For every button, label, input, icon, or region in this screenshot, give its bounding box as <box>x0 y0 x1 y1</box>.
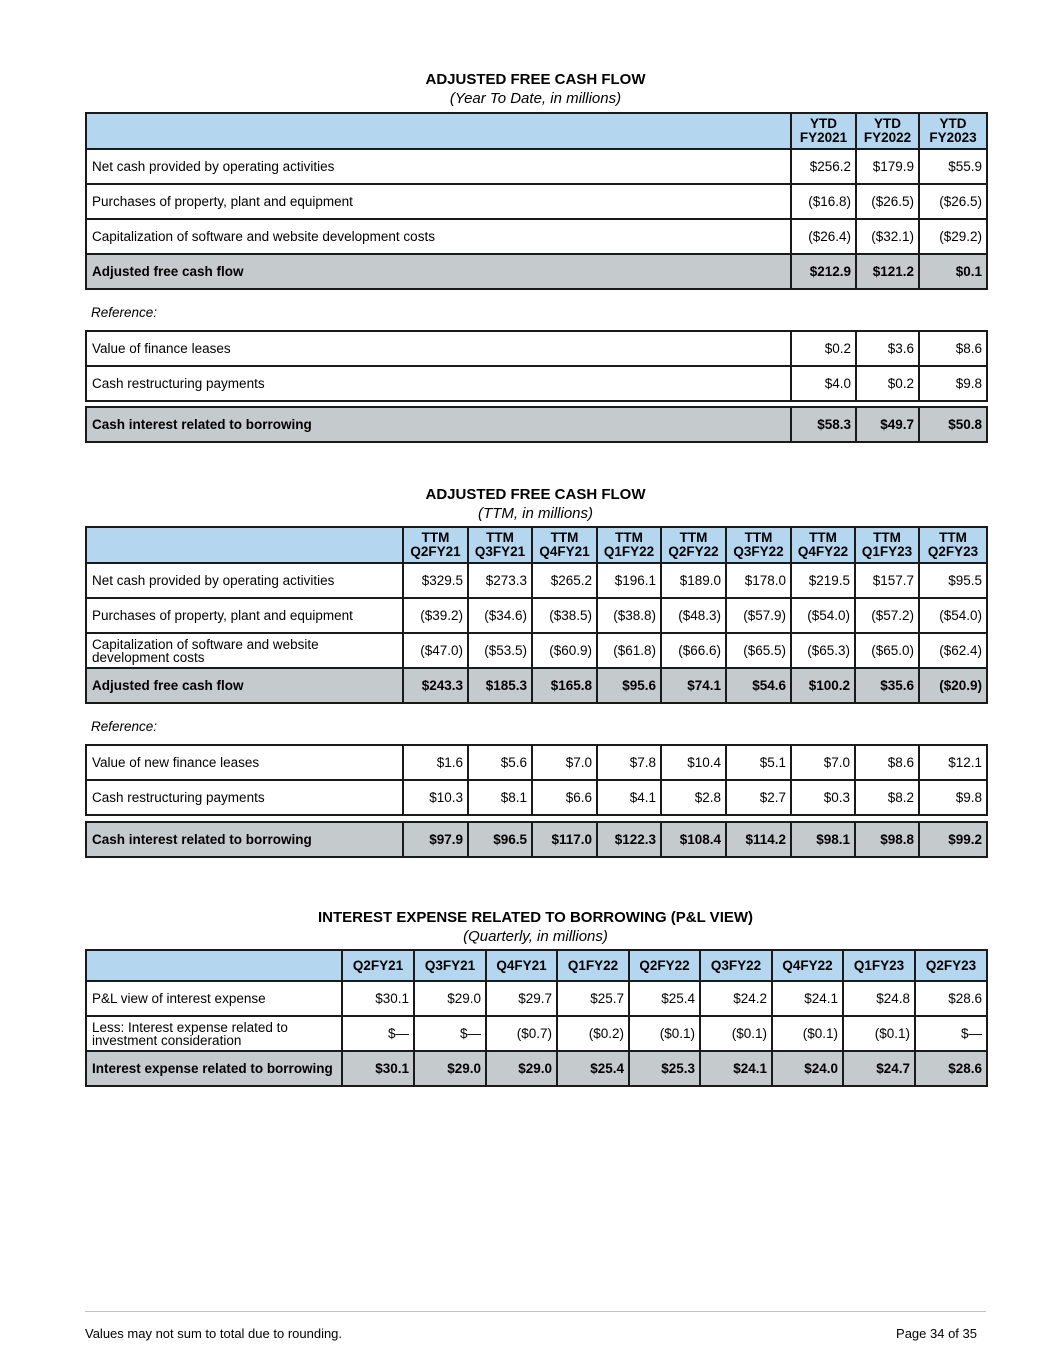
value-cell: ($65.3) <box>791 633 855 668</box>
header-row <box>86 950 987 981</box>
ytd-header <box>86 113 987 149</box>
column-header-text: Q3FY21 <box>474 544 526 559</box>
interest-body <box>86 981 987 1086</box>
row-label: Purchases of property, plant and equipment <box>86 184 791 219</box>
value-cell: $329.5 <box>403 563 468 598</box>
value-cell: $25.4 <box>629 981 700 1016</box>
column-header <box>661 527 726 563</box>
value-cell: $4.0 <box>791 366 856 401</box>
value-cell: $5.6 <box>468 745 532 780</box>
value-cell: $121.2 <box>856 254 919 289</box>
value-cell: ($48.3) <box>661 598 726 633</box>
value-cell: ($32.1) <box>856 219 919 254</box>
value-cell: $7.8 <box>597 745 661 780</box>
column-header-text: FY2023 <box>929 130 977 145</box>
page-number: Page 34 of 35 <box>896 1326 977 1341</box>
column-header-text: Q1FY22 <box>567 957 619 973</box>
column-header-text: Q3FY21 <box>424 957 476 973</box>
ttm-reference-total-table <box>85 821 988 858</box>
column-header <box>629 950 700 981</box>
value-cell: $8.1 <box>468 780 532 815</box>
value-cell: $9.8 <box>919 366 987 401</box>
document-page <box>85 0 986 1365</box>
column-header-text: FY2021 <box>799 130 848 145</box>
column-header <box>855 527 919 563</box>
value-cell: $58.3 <box>791 407 856 442</box>
column-header <box>403 527 468 563</box>
value-cell: ($16.8) <box>791 184 856 219</box>
total-row <box>86 822 987 857</box>
column-header <box>468 527 532 563</box>
ytd-table <box>85 112 988 290</box>
value-cell: $— <box>342 1016 414 1051</box>
column-header <box>414 950 486 981</box>
header-blank-cell <box>86 113 791 149</box>
value-cell: ($53.5) <box>468 633 532 668</box>
value-cell: ($34.6) <box>468 598 532 633</box>
footer-note: Values may not sum to total due to rounding. <box>85 1326 343 1341</box>
value-cell: ($20.9) <box>919 668 987 703</box>
value-cell: $24.2 <box>700 981 772 1016</box>
column-header <box>772 950 843 981</box>
value-cell: ($54.0) <box>791 598 855 633</box>
column-header <box>919 113 987 149</box>
value-cell: $0.3 <box>791 780 855 815</box>
value-cell: $122.3 <box>597 822 661 857</box>
value-cell: $8.6 <box>919 331 987 366</box>
total-row <box>86 254 987 289</box>
value-cell: $8.2 <box>855 780 919 815</box>
column-header-text: TTM <box>615 530 643 545</box>
value-cell: $114.2 <box>726 822 791 857</box>
value-cell: ($65.5) <box>726 633 791 668</box>
column-header-text: Q4FY21 <box>539 544 590 559</box>
header-blank-cell <box>86 950 342 981</box>
column-header-text: YTD <box>939 116 967 131</box>
row-label: Less: Interest expense related to investment consideration <box>86 1016 342 1051</box>
table-row <box>86 331 987 366</box>
value-cell: $212.9 <box>791 254 856 289</box>
total-row <box>86 407 987 442</box>
value-cell: ($66.6) <box>661 633 726 668</box>
value-cell: $0.1 <box>919 254 987 289</box>
column-header-text: Q2FY23 <box>925 957 977 973</box>
interest-title: INTEREST EXPENSE RELATED TO BORROWING (P&L VIEW) <box>317 909 754 926</box>
row-label: Adjusted free cash flow <box>86 254 791 289</box>
header-row <box>86 527 987 563</box>
value-cell: $99.2 <box>919 822 987 857</box>
table-row <box>86 780 987 815</box>
ttm-table <box>85 526 988 704</box>
value-cell: ($57.2) <box>855 598 919 633</box>
value-cell: $185.3 <box>468 668 532 703</box>
row-label: Purchases of property, plant and equipment <box>86 598 403 633</box>
interest-section <box>85 908 986 1087</box>
column-header <box>342 950 414 981</box>
value-cell: ($38.8) <box>597 598 661 633</box>
ttm-reference-table <box>85 744 988 816</box>
value-cell: $9.8 <box>919 780 987 815</box>
value-cell: $28.6 <box>915 1051 987 1086</box>
interest-header <box>86 950 987 981</box>
value-cell: ($47.0) <box>403 633 468 668</box>
row-label: Capitalization of software and website development costs <box>86 633 403 668</box>
column-header-text: TTM <box>809 530 837 545</box>
interest-subtitle: (Quarterly, in millions) <box>463 928 608 945</box>
value-cell: $10.4 <box>661 745 726 780</box>
value-cell: ($39.2) <box>403 598 468 633</box>
value-cell: $243.3 <box>403 668 468 703</box>
value-cell: $95.6 <box>597 668 661 703</box>
value-cell: $98.8 <box>855 822 919 857</box>
footer-divider <box>85 1311 986 1312</box>
column-header-text: Q2FY21 <box>352 957 404 973</box>
value-cell: $12.1 <box>919 745 987 780</box>
column-header <box>843 950 915 981</box>
value-cell: $265.2 <box>532 563 597 598</box>
column-header-text: FY2022 <box>863 130 912 145</box>
value-cell: $165.8 <box>532 668 597 703</box>
value-cell: ($60.9) <box>532 633 597 668</box>
value-cell: ($29.2) <box>919 219 987 254</box>
row-label: Interest expense related to borrowing <box>86 1051 342 1086</box>
ttm-subtitle: (TTM, in millions) <box>478 505 593 522</box>
table-row <box>86 745 987 780</box>
value-cell: $8.6 <box>855 745 919 780</box>
value-cell: $29.0 <box>414 1051 486 1086</box>
table-row <box>86 598 987 633</box>
row-label: Adjusted free cash flow <box>86 668 403 703</box>
value-cell: $24.7 <box>843 1051 915 1086</box>
ytd-reference-table <box>85 330 988 402</box>
value-cell: $28.6 <box>915 981 987 1016</box>
row-label: Net cash provided by operating activities <box>86 149 791 184</box>
value-cell: $256.2 <box>791 149 856 184</box>
table-row <box>86 219 987 254</box>
ytd-section <box>85 70 986 443</box>
row-label: Value of new finance leases <box>86 745 403 780</box>
value-cell: $24.0 <box>772 1051 843 1086</box>
value-cell: ($62.4) <box>919 633 987 668</box>
ytd-body <box>86 149 987 289</box>
value-cell: ($0.1) <box>843 1016 915 1051</box>
ytd-title: ADJUSTED FREE CASH FLOW <box>425 71 646 88</box>
row-label: Cash restructuring payments <box>86 366 791 401</box>
value-cell: ($0.1) <box>700 1016 772 1051</box>
column-header-text: Q1FY23 <box>853 957 905 973</box>
table-row <box>86 149 987 184</box>
value-cell: $10.3 <box>403 780 468 815</box>
value-cell: $100.2 <box>791 668 855 703</box>
column-header-text: Q4FY22 <box>797 544 849 559</box>
ytd-reference-total-body <box>86 407 987 442</box>
column-header <box>557 950 629 981</box>
value-cell: $29.7 <box>486 981 557 1016</box>
value-cell: ($65.0) <box>855 633 919 668</box>
table-row <box>86 366 987 401</box>
value-cell: $25.4 <box>557 1051 629 1086</box>
value-cell: $97.9 <box>403 822 468 857</box>
value-cell: $219.5 <box>791 563 855 598</box>
column-header <box>700 950 772 981</box>
ttm-reference-body <box>86 745 987 815</box>
value-cell: ($0.7) <box>486 1016 557 1051</box>
column-header-text: YTD <box>810 116 837 131</box>
value-cell: ($61.8) <box>597 633 661 668</box>
value-cell: ($0.1) <box>629 1016 700 1051</box>
header-row <box>86 113 987 149</box>
value-cell: $30.1 <box>342 981 414 1016</box>
value-cell: $96.5 <box>468 822 532 857</box>
value-cell: $— <box>414 1016 486 1051</box>
column-header-text: Q2FY22 <box>668 544 719 559</box>
column-header-text: Q2FY22 <box>639 957 690 973</box>
ytd-subtitle: (Year To Date, in millions) <box>449 90 622 107</box>
value-cell: ($0.1) <box>772 1016 843 1051</box>
value-cell: $117.0 <box>532 822 597 857</box>
ytd-reference-body <box>86 331 987 401</box>
column-header <box>597 527 661 563</box>
column-header <box>532 527 597 563</box>
value-cell: $54.6 <box>726 668 791 703</box>
column-header-text: TTM <box>679 530 708 545</box>
column-header <box>915 950 987 981</box>
table-row <box>86 981 987 1016</box>
value-cell: ($26.4) <box>791 219 856 254</box>
value-cell: $4.1 <box>597 780 661 815</box>
value-cell: ($38.5) <box>532 598 597 633</box>
interest-table <box>85 949 988 1087</box>
column-header-text: Q2FY23 <box>927 544 979 559</box>
column-header-text: Q3FY22 <box>733 544 784 559</box>
value-cell: $— <box>915 1016 987 1051</box>
row-label: Net cash provided by operating activities <box>86 563 403 598</box>
value-cell: $50.8 <box>919 407 987 442</box>
column-header-text: TTM <box>873 530 901 545</box>
header-blank-cell <box>86 527 403 563</box>
value-cell: $2.8 <box>661 780 726 815</box>
value-cell: ($54.0) <box>919 598 987 633</box>
value-cell: $25.7 <box>557 981 629 1016</box>
ttm-title: ADJUSTED FREE CASH FLOW <box>425 486 646 503</box>
value-cell: $7.0 <box>791 745 855 780</box>
table-row <box>86 1016 987 1051</box>
row-label: P&L view of interest expense <box>86 981 342 1016</box>
value-cell: $29.0 <box>414 981 486 1016</box>
row-label: Cash interest related to borrowing <box>86 407 791 442</box>
column-header <box>791 527 855 563</box>
value-cell: ($26.5) <box>856 184 919 219</box>
value-cell: $25.3 <box>629 1051 700 1086</box>
column-header-text: TTM <box>744 530 773 545</box>
value-cell: $0.2 <box>856 366 919 401</box>
column-header-text: TTM <box>421 530 450 545</box>
column-header-text: TTM <box>486 530 514 545</box>
ytd-reference-label: Reference: <box>91 305 158 320</box>
column-header-text: Q1FY22 <box>603 544 655 559</box>
value-cell: $98.1 <box>791 822 855 857</box>
value-cell: $273.3 <box>468 563 532 598</box>
value-cell: $35.6 <box>855 668 919 703</box>
value-cell: $0.2 <box>791 331 856 366</box>
ttm-header <box>86 527 987 563</box>
value-cell: $24.8 <box>843 981 915 1016</box>
value-cell: $2.7 <box>726 780 791 815</box>
total-row <box>86 668 987 703</box>
value-cell: $30.1 <box>342 1051 414 1086</box>
column-header <box>726 527 791 563</box>
column-header-text: Q2FY21 <box>410 544 461 559</box>
total-row <box>86 1051 987 1086</box>
value-cell: $24.1 <box>772 981 843 1016</box>
value-cell: ($57.9) <box>726 598 791 633</box>
column-header-text: TTM <box>939 530 967 545</box>
value-cell: $196.1 <box>597 563 661 598</box>
column-header <box>486 950 557 981</box>
table-row <box>86 184 987 219</box>
column-header-text: Q4FY22 <box>782 957 833 973</box>
value-cell: $29.0 <box>486 1051 557 1086</box>
value-cell: $49.7 <box>856 407 919 442</box>
ttm-body <box>86 563 987 703</box>
value-cell: $5.1 <box>726 745 791 780</box>
value-cell: $7.0 <box>532 745 597 780</box>
column-header-text: YTD <box>874 116 901 131</box>
column-header-text: TTM <box>550 530 579 545</box>
column-header <box>856 113 919 149</box>
column-header-text: Q4FY21 <box>496 957 547 973</box>
value-cell: $1.6 <box>403 745 468 780</box>
column-header <box>791 113 856 149</box>
ttm-reference-total-body <box>86 822 987 857</box>
row-label: Cash interest related to borrowing <box>86 822 403 857</box>
table-row <box>86 633 987 668</box>
row-label: Capitalization of software and website development costs <box>86 219 791 254</box>
row-label: Value of finance leases <box>86 331 791 366</box>
ttm-reference-label: Reference: <box>91 719 158 734</box>
value-cell: $179.9 <box>856 149 919 184</box>
value-cell: $24.1 <box>700 1051 772 1086</box>
value-cell: $108.4 <box>661 822 726 857</box>
column-header <box>919 527 987 563</box>
column-header-text: Q1FY23 <box>861 544 913 559</box>
value-cell: ($0.2) <box>557 1016 629 1051</box>
value-cell: $55.9 <box>919 149 987 184</box>
value-cell: $95.5 <box>919 563 987 598</box>
value-cell: $157.7 <box>855 563 919 598</box>
value-cell: $3.6 <box>856 331 919 366</box>
row-label: Cash restructuring payments <box>86 780 403 815</box>
table-row <box>86 563 987 598</box>
value-cell: ($26.5) <box>919 184 987 219</box>
ttm-section <box>85 485 986 858</box>
column-header-text: Q3FY22 <box>710 957 762 973</box>
ytd-reference-total-table <box>85 406 988 443</box>
value-cell: $189.0 <box>661 563 726 598</box>
value-cell: $6.6 <box>532 780 597 815</box>
value-cell: $74.1 <box>661 668 726 703</box>
value-cell: $178.0 <box>726 563 791 598</box>
